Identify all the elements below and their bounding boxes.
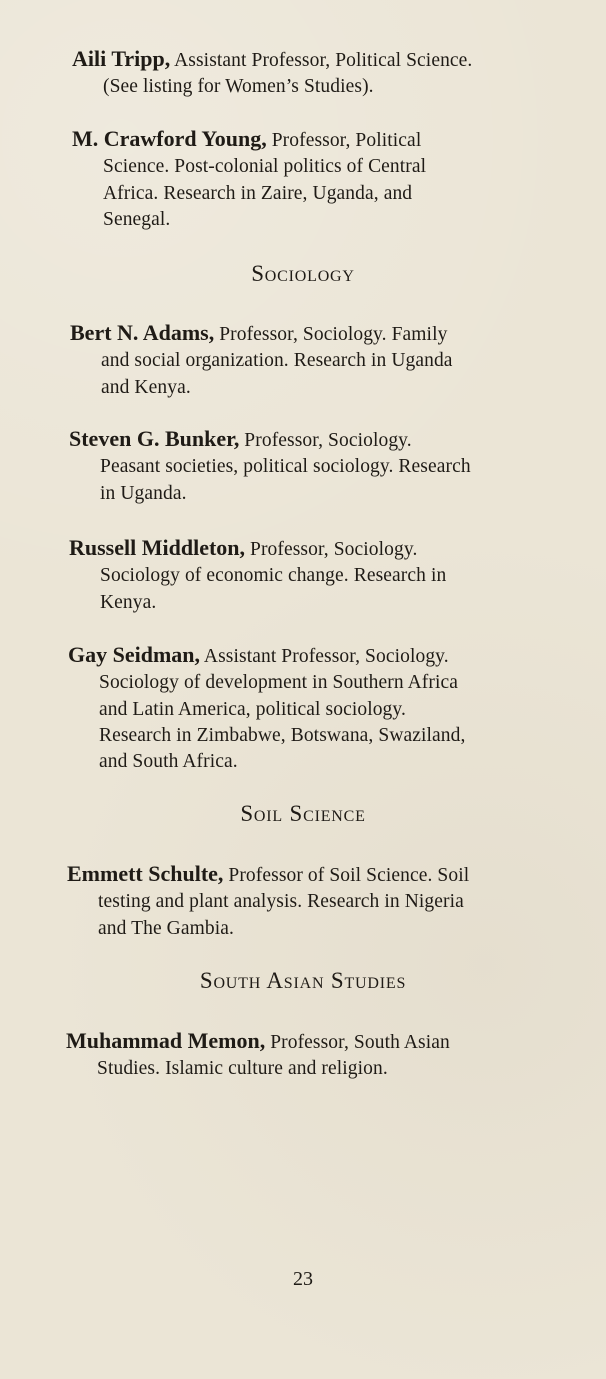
entry-description-line: Africa. Research in Zaire, Uganda, and — [103, 182, 413, 204]
entry-description-line: Research in Zimbabwe, Botswana, Swaziland, — [99, 724, 466, 746]
faculty-title: Assistant Professor, Sociology. — [200, 646, 449, 667]
faculty-name: Muhammad Memon, — [66, 1028, 266, 1053]
faculty-title: Professor, Sociology. — [245, 539, 418, 560]
faculty-name: Russell Middleton, — [69, 535, 246, 560]
entry-muhammad-memon — [66, 1028, 450, 1083]
entry-description-line: Senegal. — [103, 208, 171, 230]
faculty-title: Professor, Sociology. Family — [214, 324, 448, 345]
section-heading-sociology: Sociology — [251, 261, 355, 286]
entry-description-line: in Uganda. — [100, 482, 187, 504]
faculty-title: Assistant Professor, Political Science. — [170, 50, 473, 71]
entry-first-line — [72, 46, 472, 74]
entry-description-line: testing and plant analysis. Research in Nigeria — [98, 891, 464, 913]
section-heading-soil-science: Soil Science — [240, 801, 366, 826]
faculty-name: M. Crawford Young, — [72, 126, 267, 151]
entry-description-line: Kenya. — [100, 591, 157, 613]
entry-steven-g-bunker — [69, 426, 471, 507]
entry-first-line — [70, 320, 453, 348]
entry-first-line — [72, 126, 426, 154]
entry-first-line — [68, 642, 465, 670]
faculty-title: Professor of Soil Science. Soil — [223, 865, 470, 886]
entry-description-line: Studies. Islamic culture and religion. — [97, 1058, 388, 1080]
entry-description-line: and Kenya. — [101, 376, 191, 398]
entry-description-line: and The Gambia. — [98, 917, 234, 939]
entry-gay-seidman — [68, 642, 465, 775]
entry-description-line: Sociology of development in Southern Africa — [99, 672, 459, 694]
entry-first-line — [69, 535, 446, 563]
entry-description-line: (See listing for Women’s Studies). — [103, 76, 374, 98]
faculty-name: Steven G. Bunker, — [69, 426, 240, 451]
entry-m-crawford-young — [72, 126, 426, 233]
faculty-name: Bert N. Adams, — [70, 320, 215, 345]
faculty-name: Emmett Schulte, — [67, 861, 224, 886]
entry-description-line: Peasant societies, political sociology. Research — [100, 456, 471, 478]
entry-russell-middleton — [69, 535, 446, 616]
entry-description-line: and Latin America, political sociology. — [99, 698, 406, 720]
entry-first-line — [67, 861, 469, 889]
entry-description-line: Science. Post-colonial politics of Central — [103, 156, 427, 178]
page-number: 23 — [293, 1268, 313, 1290]
faculty-title: Professor, Sociology. — [239, 430, 412, 451]
entry-first-line — [69, 426, 471, 454]
entry-bert-n-adams — [70, 320, 453, 401]
entry-first-line — [66, 1028, 450, 1056]
faculty-name: Aili Tripp, — [72, 46, 171, 71]
section-heading-south-asian-studies: South Asian Studies — [199, 968, 407, 993]
entry-description-line: and social organization. Research in Uganda — [101, 350, 453, 372]
faculty-title: Professor, South Asian — [265, 1032, 450, 1053]
entry-description-line: and South Africa. — [99, 751, 238, 773]
faculty-title: Professor, Political — [266, 130, 422, 151]
faculty-name: Gay Seidman, — [68, 642, 201, 667]
entry-aili-tripp — [72, 46, 472, 101]
entry-emmett-schulte — [67, 861, 469, 942]
entry-description-line: Sociology of economic change. Research in — [100, 565, 447, 587]
